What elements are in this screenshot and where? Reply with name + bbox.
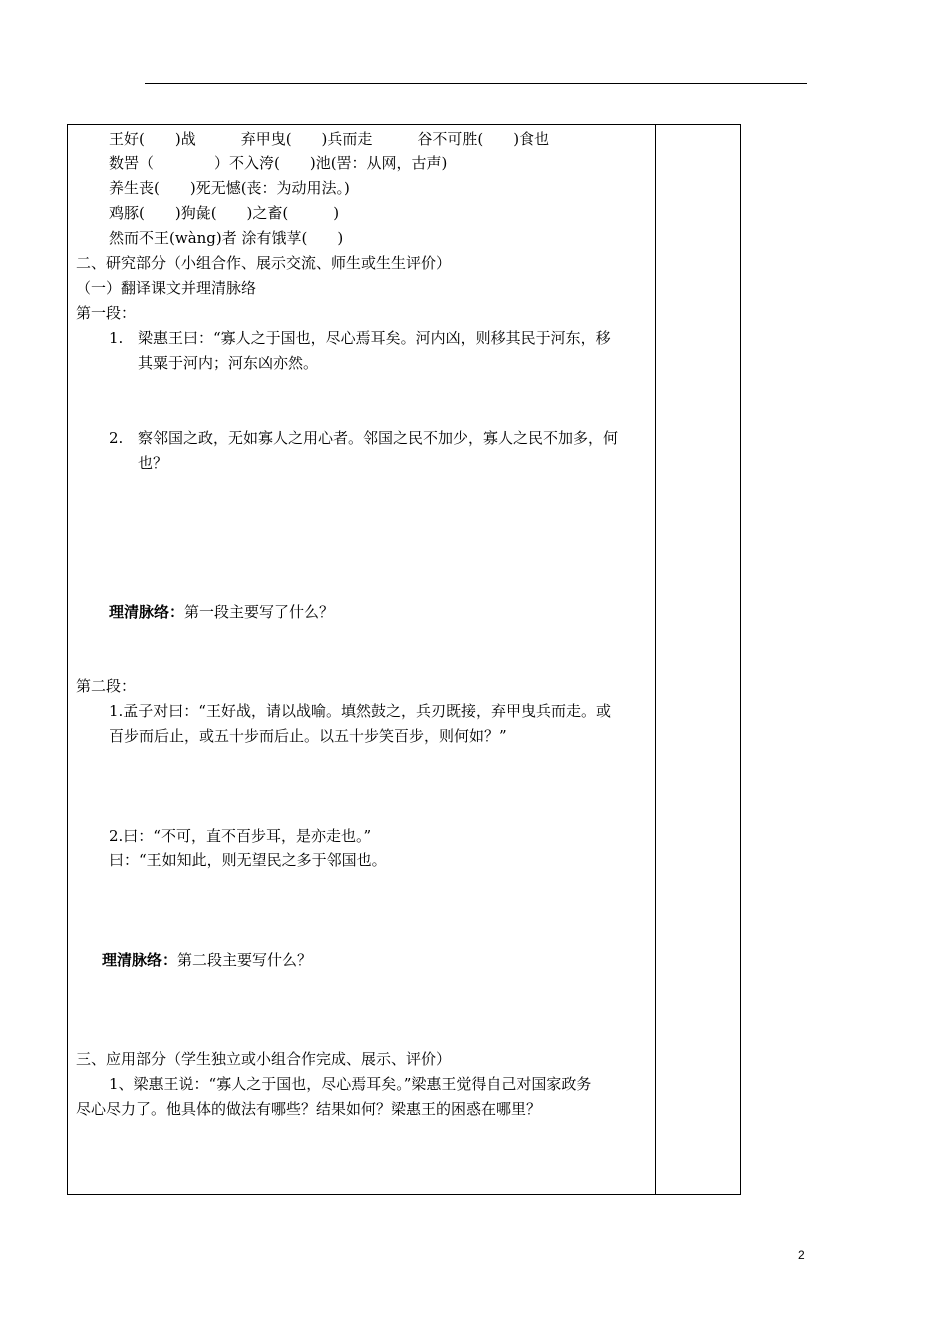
vocab-line-3: 养生丧( )死无憾(丧：为动用法。) bbox=[109, 179, 350, 197]
p1-item-2-line-1: 察邻国之政，无如寡人之用心者。邻国之民不加少，寡人之民不加多，何 bbox=[138, 429, 619, 447]
paragraph-1-label: 第一段： bbox=[76, 304, 137, 322]
p1-item-1-line-2: 其粟于河内；河东凶亦然。 bbox=[138, 354, 319, 372]
p1-item-1-number: 1. bbox=[109, 329, 124, 347]
p2-summary bbox=[102, 950, 312, 970]
paragraph-2-label: 第二段： bbox=[76, 677, 137, 695]
question-1-line-2: 尽心尽力了。他具体的做法有哪些？结果如何？梁惠王的困惑在哪里？ bbox=[76, 1100, 542, 1118]
p1-item-1-line-1: 梁惠王曰：“寡人之于国也，尽心焉耳矣。河内凶，则移其民于河东，移 bbox=[138, 329, 611, 347]
p1-summary-text: 第一段主要写了什么？ bbox=[184, 603, 335, 621]
section-3-heading: 三、应用部分（学生独立或小组合作完成、展示、评价） bbox=[76, 1050, 452, 1068]
notes-column-divider bbox=[655, 124, 656, 1195]
p2-item-1-line-1: 1.孟子对曰：“王好战，请以战喻。填然鼓之，兵刃既接，弃甲曳兵而走。或 bbox=[109, 702, 611, 720]
p2-summary-label: 理清脉络： bbox=[102, 951, 178, 969]
p1-summary bbox=[109, 602, 334, 622]
p2-item-2-line-2: 曰：“王如知此，则无望民之多于邻国也。 bbox=[109, 851, 387, 869]
p1-item-2-number: 2. bbox=[109, 429, 124, 447]
question-1-line-1: 1、梁惠王说：“寡人之于国也，尽心焉耳矣。”梁惠王觉得自己对国家政务 bbox=[109, 1075, 592, 1093]
vocab-line-2: 数罟（ ）不入洿( )池(罟：从网，古声) bbox=[109, 154, 448, 172]
section-2-sub-heading: （一）翻译课文并理清脉络 bbox=[76, 279, 257, 297]
p1-item-2-line-2: 也？ bbox=[138, 454, 169, 472]
p2-item-2-line-1: 2.曰：“不可，直不百步耳，是亦走也。” bbox=[109, 827, 372, 845]
vocab-line-4: 鸡豚( )狗彘( )之畜( ) bbox=[109, 204, 340, 222]
vocab-line-5: 然而不王(wàng)者 涂有饿莩( ) bbox=[109, 229, 344, 247]
vocab-line-1: 王好( )战 弃甲曳( )兵而走 谷不可胜( )食也 bbox=[109, 130, 550, 148]
section-2-heading: 二、研究部分（小组合作、展示交流、师生或生生评价） bbox=[76, 254, 452, 272]
p2-item-1-line-2: 百步而后止，或五十步而后止。以五十步笑百步，则何如？” bbox=[109, 727, 507, 745]
header-rule bbox=[145, 83, 807, 84]
page-number: 2 bbox=[798, 1248, 805, 1262]
p2-summary-text: 第二段主要写什么？ bbox=[177, 951, 313, 969]
p1-summary-label: 理清脉络： bbox=[109, 603, 185, 621]
